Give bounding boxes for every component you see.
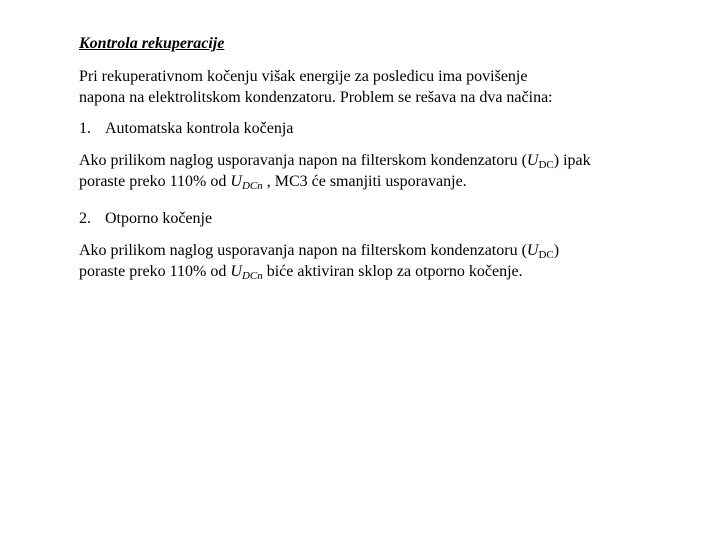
text-run: Ako prilikom naglog usporavanja napon na filterskom kondenzatoru ( bbox=[79, 152, 527, 169]
text-run: biće aktiviran sklop za otporno kočenje. bbox=[262, 263, 523, 280]
text-run: ) ipak bbox=[553, 152, 591, 169]
intro-line-1: Pri rekuperativnom kočenju višak energije za posledicu ima povišenje bbox=[79, 68, 528, 85]
resistive-braking-paragraph bbox=[79, 240, 679, 282]
text-run: Ako prilikom naglog usporavanja napon na filterskom kondenzatoru ( bbox=[79, 242, 527, 259]
document-page bbox=[79, 34, 679, 299]
automatic-control-paragraph bbox=[79, 150, 679, 192]
list-item-number: 1. bbox=[79, 120, 91, 137]
intro-line-2: napona na elektrolitskom kondenzatoru. Problem se rešava na dva načina: bbox=[79, 89, 553, 106]
list-item-label: Automatska kontrola kočenja bbox=[105, 120, 294, 137]
text-run: ) bbox=[553, 242, 560, 259]
variable-u: U bbox=[230, 263, 242, 280]
list-item-number: 2. bbox=[79, 210, 91, 227]
list-item-resistive-braking bbox=[79, 209, 679, 229]
list-item-automatic-control bbox=[79, 119, 679, 139]
variable-u: U bbox=[526, 152, 539, 169]
variable-u: U bbox=[526, 242, 539, 259]
intro-paragraph bbox=[79, 66, 679, 108]
page-title: Kontrola rekuperacije bbox=[79, 35, 225, 52]
subscript-dcn: DCn bbox=[241, 270, 263, 282]
variable-u: U bbox=[230, 173, 242, 190]
text-run: , MC3 će smanjiti usporavanje. bbox=[262, 173, 467, 190]
paragraph-line-1 bbox=[79, 150, 679, 171]
paragraph-line-1 bbox=[79, 240, 679, 261]
text-run: poraste preko 110% od bbox=[79, 263, 231, 280]
paragraph-line-2 bbox=[79, 261, 679, 282]
paragraph-line-2 bbox=[79, 171, 679, 192]
subscript-dc: DC bbox=[538, 249, 554, 261]
subscript-dcn: DCn bbox=[241, 180, 263, 192]
subscript-dc: DC bbox=[538, 159, 554, 171]
text-run: poraste preko 110% od bbox=[79, 173, 231, 190]
list-item-label: Otporno kočenje bbox=[105, 210, 213, 227]
